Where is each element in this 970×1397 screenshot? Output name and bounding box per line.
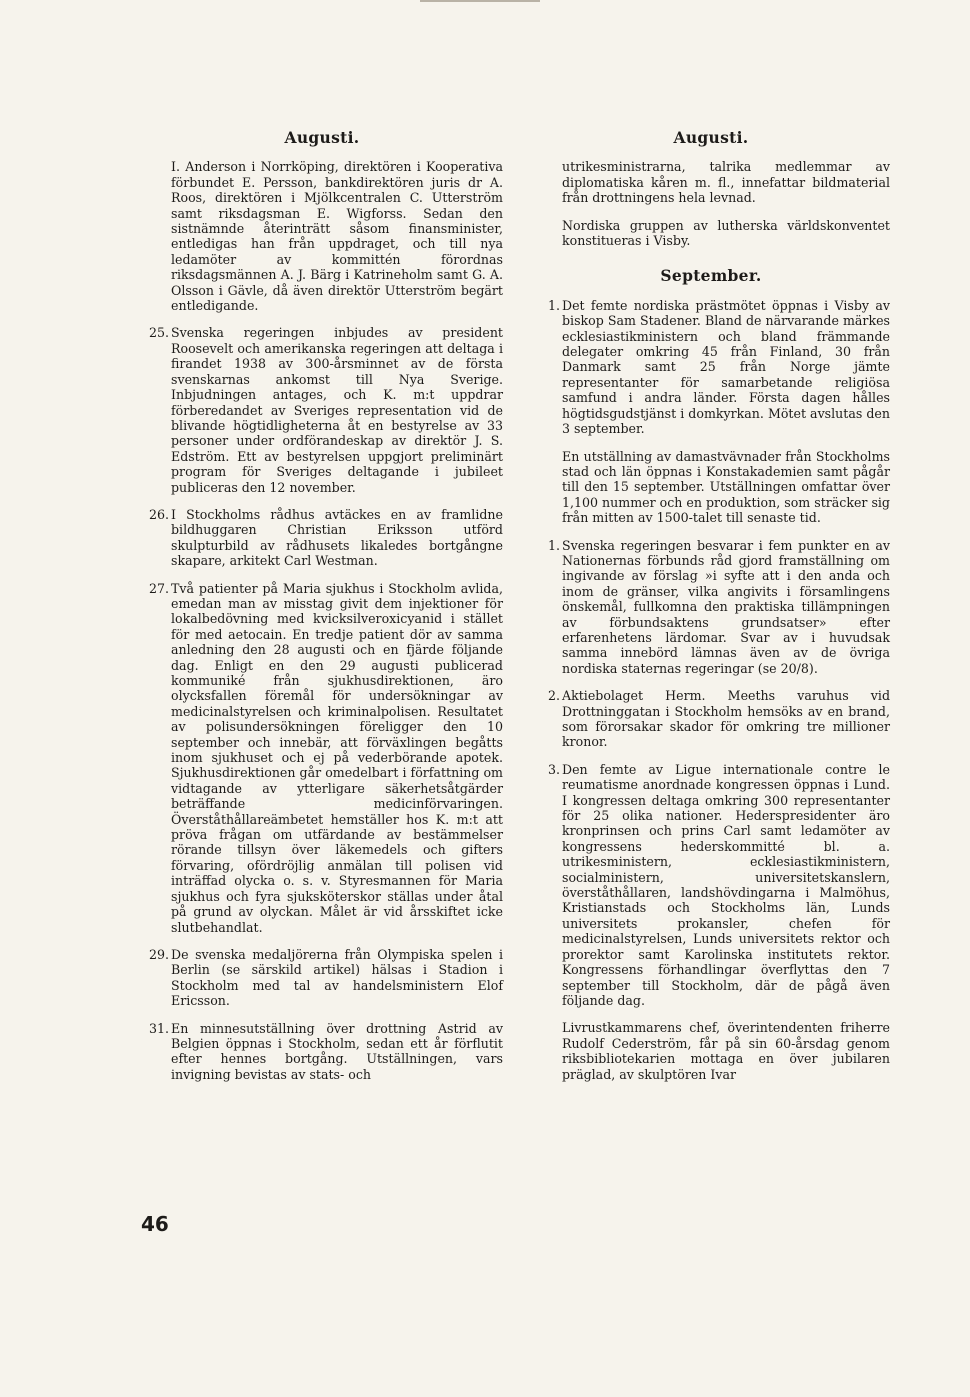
- entry-list: [141, 159, 503, 1082]
- entry: [141, 507, 503, 569]
- entry-text: I Stockholms rådhus avtäckes en av framlidne bildhuggaren Christian Eriksson utförd skulpturbild av rådhusets likaledes bortgångne skapare, arkitekt Carl Westman.: [171, 506, 503, 569]
- entry-day: 1.: [547, 297, 560, 313]
- entry: [141, 1021, 503, 1083]
- entry-day: [532, 159, 562, 205]
- entry-day: [141, 159, 171, 313]
- entry: [532, 538, 890, 677]
- entry: [141, 159, 503, 313]
- entry-text: Nordiska gruppen av lutherska världskonventet konstitueras i Visby.: [562, 217, 890, 249]
- entry-text: En minnesutställning över drottning Astrid av Belgien öppnas i Stockholm, sedan ett år förflutit efter hennes bortgång. Utställningen, vars invigning bevistas av stats- och: [171, 1020, 503, 1082]
- entry-day: 25.: [148, 325, 169, 341]
- entry-day: 27.: [148, 580, 169, 596]
- entry: [532, 298, 890, 437]
- month-heading-september: September.: [660, 266, 762, 286]
- entry-day: 26.: [148, 506, 169, 522]
- entry-text: De svenska medaljörerna från Olympiska spelen i Berlin (se särskild artikel) hälsas i Stadion i Stockholm med tal av handelsministern Elof Ericsson.: [171, 946, 503, 1009]
- entry-text: Livrustkammarens chef, överintendenten friherre Rudolf Cederström, får på sin 60-årsdag genom riksbibliotekarien mottaga en över jubilaren präglad, av skulptören Ivar: [562, 1020, 890, 1082]
- entry-text: En utställning av damastvävnader från Stockholms stad och län öppnas i Konstakademien samt pågår till den 15 september. Utställningen omfattar över 1,100 nummer och en produktion, som sträcker sig från mitten av 1500-talet till senaste tid.: [562, 448, 890, 526]
- entry-day: 1.: [547, 537, 560, 553]
- entry-text: utrikesministrarna, talrika medlemmar av diplomatiska kåren m. fl., innefattar bildmaterial från drottningens hela levnad.: [562, 159, 890, 206]
- entry-text: Två patienter på Maria sjukhus i Stockholm avlida, emedan man av misstag givit dem injektioner för lokalbedövning med kvicksilveroxicyanid i stället för med aetocain. En tredje patient dör av samma anledning den 28 augusti och en fjärde följande dag. Enligt en den 29 augusti publicerad kommuniké från sjukhusdirektionen, äro olycksfallen föremål för undersökningar av medicinalstyrelsen och kriminalpolisen. Resultatet av polisundersökningen föreligger den 10 september och innebär, att förväxlingen begåtts inom sjukhuset och ej på vederbörande apotek. Sjukhusdirektionen går omedelbart i författning om vidtagande av ytterligare säkerhetsåtgärder beträffande medicinförvaringen. Överståthållareämbetet hemställer hos K. m:t att pröva frågan om utfärdande av bestämmelser rörande tillsyn över läkemedels och gifters förvaring, ofördröjlig anmälan till polisen vid inträffad olycka o. s. v. Styresmannen för Maria sjukhus och fyra sjuksköterskor ställas under åtal på grund av olyckan. Målet är vid årsskiftet icke slutbehandlat.: [171, 580, 503, 935]
- entry-text: Svenska regeringen besvarar i fem punkter en av Nationernas förbunds råd gjord framställning om ingivande av förslag »i syfte att i den anda och inom de gränser, vilka angivits i församlingens önskemål, fullkomna den praktiska tillämpningen av förbundsaktens grundsatser» efter erfarenhetens lärdomar. Svar av i huvudsak samma innebörd lämnas även av de övriga nordiska staternas regeringar (se 20/8).: [562, 537, 890, 676]
- entry-day: 2.: [547, 688, 560, 704]
- entry-day: 31.: [148, 1020, 169, 1036]
- entry-list: [532, 159, 890, 248]
- entry: [532, 688, 890, 750]
- top-rule: [420, 0, 540, 2]
- entry-day: [532, 449, 562, 526]
- entry: [532, 159, 890, 205]
- month-heading: Augusti.: [673, 128, 749, 147]
- entry-text: Svenska regeringen inbjudes av president Roosevelt och amerikanska regeringen att deltaga i firandet 1938 av 300-årsminnet av de första svenskarnas ankomst till Nya Sverige. Inbjudningen antages, och K. m:t uppdrar förberedandet av Sveriges representation vid de blivande högtidligheterna åt en bestyrelse av 33 personer under ordförandeskap av direktör J. S. Edström. Ett av bestyrelsen uppgjort preliminärt program för Sveriges deltagande i jubileet publiceras den 12 november.: [171, 325, 503, 495]
- entry: [141, 947, 503, 1009]
- entry: [532, 218, 890, 249]
- entry-day: [532, 1020, 562, 1082]
- page-number: 46: [141, 1212, 169, 1236]
- entry-text: Det femte nordiska prästmötet öppnas i Visby av biskop Sam Stadener. Bland de närvarande märkes ecklesiastikministern och bland främmande delegater omkring 45 från Finland, 30 från Danmark samt 25 från Norge jämte representanter för samarbetande religiösa samfund i andra länder. Första dagen hålles högtidsgudstjänst i domkyrkan. Mötet avslutas den 3 september.: [562, 297, 890, 437]
- entry: [532, 449, 890, 526]
- entry: [141, 325, 503, 494]
- entry: [532, 762, 890, 1009]
- entry: [532, 1020, 890, 1082]
- left-column: [141, 130, 503, 1094]
- right-column: [532, 130, 890, 1094]
- entry-text: I. Anderson i Norrköping, direktören i Kooperativa förbundet E. Persson, bankdirektören juris dr A. Roos, direktören i Mjölkcentralen C. Utterström samt riksdagsman E. Wigforss. Sedan den sistnämnde återinträtt såsom finansminister, entledigas han från uppdraget, och till nya ledamöter av kommittén förordnas riksdagsmännen A. J. Bärg i Katrineholm samt G. A. Olsson i Gävle, då även direktör Utterström begärt entledigande.: [171, 159, 503, 314]
- entry-day: [532, 218, 562, 249]
- month-heading: Augusti.: [284, 128, 360, 147]
- entry-day: 29.: [148, 946, 169, 962]
- entry-day: 3.: [547, 761, 560, 777]
- entry-text: Aktiebolaget Herm. Meeths varuhus vid Drottninggatan i Stockholm hemsöks av en brand, som förorsakar skador för omkring tre millioner kronor.: [562, 688, 890, 750]
- entry-list: [532, 298, 890, 1082]
- entry: [141, 581, 503, 935]
- entry-text: Den femte av Ligue internationale contre le reumatisme anordnade kongressen öppnas i Lund. I kongressen deltaga omkring 300 representanter för 25 olika nationer. Hederspresidenter äro kronprinsen och prins Carl samt ledamöter av kongressens hederskommitté bl. a. utrikesministern, ecklesiastikministern, socialministern, universitetskanslern, överståthållaren, landshövdingarna i Malmöhus, Kristianstads och Stockholms län, Lunds universitets prokansler, chefen för medicinalstyrelsen, Lunds universitets rektor och prorektor samt Karolinska institutets rektor. Kongressens förhandlingar överflyttas den 7 september till Stockholm, där de pågå även följande dag.: [562, 761, 890, 1008]
